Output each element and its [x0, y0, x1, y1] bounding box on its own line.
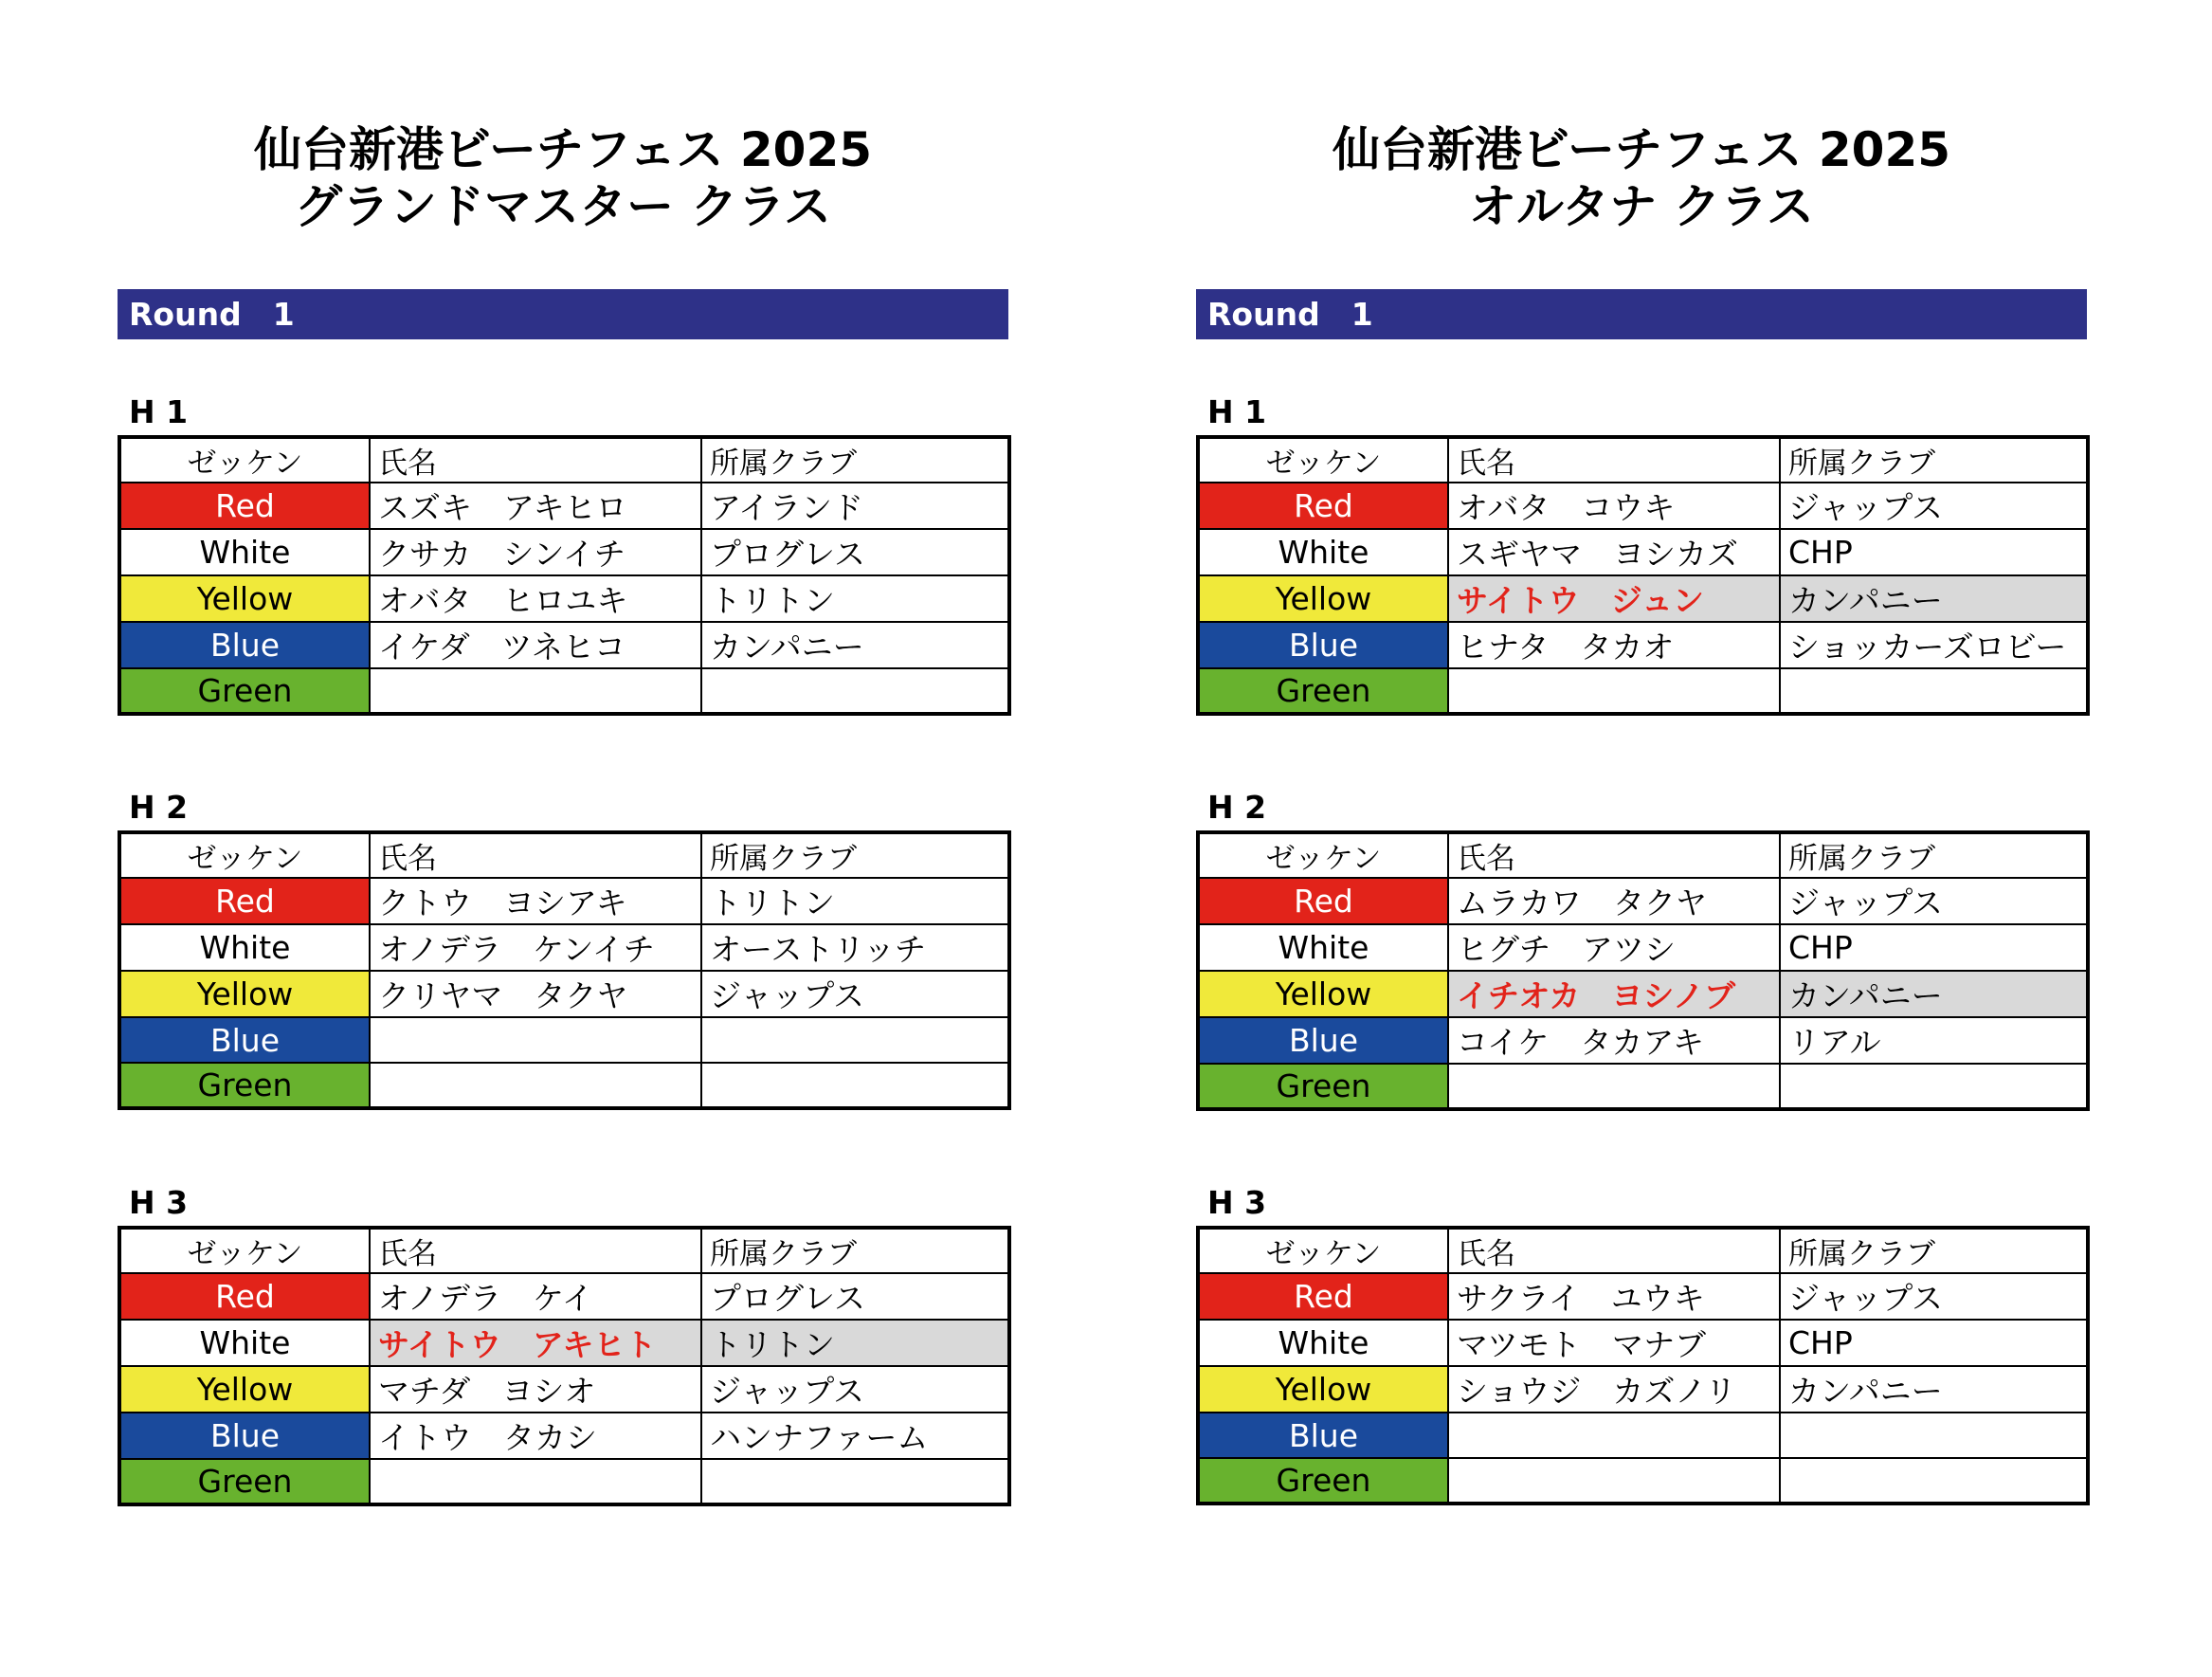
- club-cell: ジャップス: [1780, 878, 2088, 924]
- bib-color-cell: Blue: [119, 622, 370, 668]
- header-club: 所属クラブ: [701, 1228, 1009, 1273]
- club-cell: トリトン: [701, 878, 1009, 924]
- heat-table: [1196, 1226, 2090, 1505]
- table-row: [1198, 483, 2088, 529]
- table-row: [119, 924, 1009, 971]
- bib-color-cell: Yellow: [1198, 575, 1448, 622]
- club-cell: トリトン: [701, 1320, 1009, 1366]
- club-cell: プログレス: [701, 529, 1009, 575]
- surfer-name-cell: イチオカ ヨシノブ: [1448, 971, 1780, 1017]
- surfer-name-cell: オバタ コウキ: [1448, 483, 1780, 529]
- bib-color-cell: Blue: [119, 1017, 370, 1063]
- club-cell: アイランド: [701, 483, 1009, 529]
- bib-color-cell: White: [119, 1320, 370, 1366]
- table-row: [119, 1063, 1009, 1108]
- club-cell: ジャップス: [1780, 1273, 2088, 1320]
- bib-color-cell: Yellow: [1198, 971, 1448, 1017]
- club-cell: リアル: [1780, 1017, 2088, 1064]
- surfer-name-cell: オノデラ ケンイチ: [370, 924, 701, 971]
- bib-color-cell: White: [1198, 529, 1448, 575]
- header-bib: ゼッケン: [1198, 437, 1448, 483]
- bib-color-cell: Red: [1198, 483, 1448, 529]
- heat-label: H 2: [1207, 789, 1267, 826]
- table-row: [119, 1017, 1009, 1063]
- page-title: [118, 121, 1008, 235]
- header-bib: ゼッケン: [119, 1228, 370, 1273]
- table-row: [119, 878, 1009, 924]
- table-row: [119, 1459, 1009, 1504]
- table-row: [1198, 924, 2088, 971]
- table-row: [119, 529, 1009, 575]
- surfer-name-cell: サイトウ ジュン: [1448, 575, 1780, 622]
- header-bib: ゼッケン: [1198, 832, 1448, 878]
- table-row: [1198, 1320, 2088, 1366]
- table-row: [119, 1320, 1009, 1366]
- header-club: 所属クラブ: [701, 832, 1009, 878]
- bib-color-cell: Yellow: [1198, 1366, 1448, 1413]
- page-title: [1196, 121, 2087, 235]
- header-name: 氏名: [1448, 437, 1780, 483]
- heat-label: H 2: [129, 789, 189, 826]
- surfer-name-cell: スギヤマ ヨシカズ: [1448, 529, 1780, 575]
- heat-table: [1196, 435, 2090, 716]
- header-club: 所属クラブ: [1780, 437, 2088, 483]
- header-bib: ゼッケン: [119, 832, 370, 878]
- heat-table: [118, 435, 1011, 716]
- surfer-name-cell: ムラカワ タクヤ: [1448, 878, 1780, 924]
- bib-color-cell: Red: [1198, 1273, 1448, 1320]
- club-cell: ジャップス: [1780, 483, 2088, 529]
- bib-color-cell: Yellow: [119, 1366, 370, 1413]
- table-header-row: [1198, 832, 2088, 878]
- bib-color-cell: White: [1198, 1320, 1448, 1366]
- club-cell: カンパニー: [1780, 575, 2088, 622]
- surfer-name-cell: [1448, 668, 1780, 714]
- header-name: 氏名: [1448, 832, 1780, 878]
- club-cell: [1780, 668, 2088, 714]
- bib-color-cell: Red: [119, 483, 370, 529]
- table-row: [119, 1366, 1009, 1413]
- surfer-name-cell: ヒグチ アツシ: [1448, 924, 1780, 971]
- header-bib: ゼッケン: [1198, 1228, 1448, 1273]
- club-cell: ショッカーズロビー: [1780, 622, 2088, 668]
- table-row: [1198, 575, 2088, 622]
- surfer-name-cell: マチダ ヨシオ: [370, 1366, 701, 1413]
- table-header-row: [1198, 437, 2088, 483]
- club-cell: ジャップス: [701, 1366, 1009, 1413]
- table-row: [1198, 1064, 2088, 1109]
- bib-color-cell: White: [119, 529, 370, 575]
- heat-label: H 1: [1207, 393, 1267, 430]
- heat-table: [118, 830, 1011, 1110]
- bib-color-cell: Green: [1198, 1458, 1448, 1504]
- club-cell: カンパニー: [1780, 1366, 2088, 1413]
- bib-color-cell: Blue: [1198, 622, 1448, 668]
- surfer-name-cell: ヒナタ タカオ: [1448, 622, 1780, 668]
- table-row: [119, 1273, 1009, 1320]
- table-row: [1198, 1017, 2088, 1064]
- surfer-name-cell: スズキ アキヒロ: [370, 483, 701, 529]
- bib-color-cell: Green: [119, 668, 370, 714]
- bib-color-cell: Yellow: [119, 575, 370, 622]
- table-header-row: [119, 832, 1009, 878]
- header-bib: ゼッケン: [119, 437, 370, 483]
- surfer-name-cell: [370, 668, 701, 714]
- table-row: [1198, 1458, 2088, 1504]
- heat-label: H 3: [1207, 1184, 1267, 1221]
- bib-color-cell: White: [119, 924, 370, 971]
- title-line-1: 仙台新港ビーチフェス 2025: [253, 122, 873, 177]
- table-row: [1198, 668, 2088, 714]
- bib-color-cell: White: [1198, 924, 1448, 971]
- club-cell: [701, 668, 1009, 714]
- surfer-name-cell: イトウ タカシ: [370, 1413, 701, 1459]
- header-club: 所属クラブ: [1780, 1228, 2088, 1273]
- surfer-name-cell: [1448, 1458, 1780, 1504]
- bib-color-cell: Yellow: [119, 971, 370, 1017]
- club-cell: カンパニー: [1780, 971, 2088, 1017]
- bib-color-cell: Blue: [1198, 1413, 1448, 1458]
- club-cell: CHP: [1780, 1320, 2088, 1366]
- bib-color-cell: Red: [119, 878, 370, 924]
- title-line-2: オルタナ クラス: [1469, 179, 1814, 234]
- surfer-name-cell: クリヤマ タクヤ: [370, 971, 701, 1017]
- club-cell: オーストリッチ: [701, 924, 1009, 971]
- surfer-name-cell: オノデラ ケイ: [370, 1273, 701, 1320]
- surfer-name-cell: [1448, 1413, 1780, 1458]
- table-row: [119, 483, 1009, 529]
- surfer-name-cell: サイトウ アキヒト: [370, 1320, 701, 1366]
- surfer-name-cell: クサカ シンイチ: [370, 529, 701, 575]
- table-row: [1198, 971, 2088, 1017]
- table-row: [1198, 529, 2088, 575]
- bib-color-cell: Green: [1198, 1064, 1448, 1109]
- surfer-name-cell: コイケ タカアキ: [1448, 1017, 1780, 1064]
- club-cell: ハンナファーム: [701, 1413, 1009, 1459]
- club-cell: [1780, 1064, 2088, 1109]
- header-name: 氏名: [370, 437, 701, 483]
- club-cell: [701, 1459, 1009, 1504]
- club-cell: [1780, 1458, 2088, 1504]
- header-name: 氏名: [370, 832, 701, 878]
- surfer-name-cell: [1448, 1064, 1780, 1109]
- surfer-name-cell: [370, 1017, 701, 1063]
- bib-color-cell: Blue: [119, 1413, 370, 1459]
- club-cell: トリトン: [701, 575, 1009, 622]
- bib-color-cell: Green: [1198, 668, 1448, 714]
- heat-table: [1196, 830, 2090, 1111]
- club-cell: CHP: [1780, 529, 2088, 575]
- table-row: [119, 575, 1009, 622]
- club-cell: プログレス: [701, 1273, 1009, 1320]
- table-row: [119, 622, 1009, 668]
- surfer-name-cell: [370, 1459, 701, 1504]
- title-line-1: 仙台新港ビーチフェス 2025: [1332, 122, 1951, 177]
- table-row: [1198, 622, 2088, 668]
- bib-color-cell: Green: [119, 1459, 370, 1504]
- surfer-name-cell: ショウジ カズノリ: [1448, 1366, 1780, 1413]
- surfer-name-cell: イケダ ツネヒコ: [370, 622, 701, 668]
- header-club: 所属クラブ: [1780, 832, 2088, 878]
- club-cell: [701, 1017, 1009, 1063]
- bib-color-cell: Blue: [1198, 1017, 1448, 1064]
- bib-color-cell: Green: [119, 1063, 370, 1108]
- club-cell: CHP: [1780, 924, 2088, 971]
- surfer-name-cell: サクライ ユウキ: [1448, 1273, 1780, 1320]
- table-row: [119, 1413, 1009, 1459]
- table-header-row: [119, 437, 1009, 483]
- round-banner: Round 1: [1196, 289, 2087, 339]
- surfer-name-cell: オバタ ヒロユキ: [370, 575, 701, 622]
- table-header-row: [119, 1228, 1009, 1273]
- heat-label: H 3: [129, 1184, 189, 1221]
- header-name: 氏名: [370, 1228, 701, 1273]
- heat-label: H 1: [129, 393, 189, 430]
- title-line-2: グランドマスター クラス: [295, 179, 831, 234]
- table-header-row: [1198, 1228, 2088, 1273]
- surfer-name-cell: クトウ ヨシアキ: [370, 878, 701, 924]
- table-row: [1198, 1273, 2088, 1320]
- table-row: [1198, 1366, 2088, 1413]
- club-cell: ジャップス: [701, 971, 1009, 1017]
- club-cell: [701, 1063, 1009, 1108]
- header-name: 氏名: [1448, 1228, 1780, 1273]
- table-row: [1198, 1413, 2088, 1458]
- club-cell: カンパニー: [701, 622, 1009, 668]
- surfer-name-cell: [370, 1063, 701, 1108]
- table-row: [1198, 878, 2088, 924]
- bib-color-cell: Red: [1198, 878, 1448, 924]
- table-row: [119, 668, 1009, 714]
- club-cell: [1780, 1413, 2088, 1458]
- header-club: 所属クラブ: [701, 437, 1009, 483]
- surfer-name-cell: マツモト マナブ: [1448, 1320, 1780, 1366]
- table-row: [119, 971, 1009, 1017]
- bib-color-cell: Red: [119, 1273, 370, 1320]
- round-banner: Round 1: [118, 289, 1008, 339]
- heat-table: [118, 1226, 1011, 1506]
